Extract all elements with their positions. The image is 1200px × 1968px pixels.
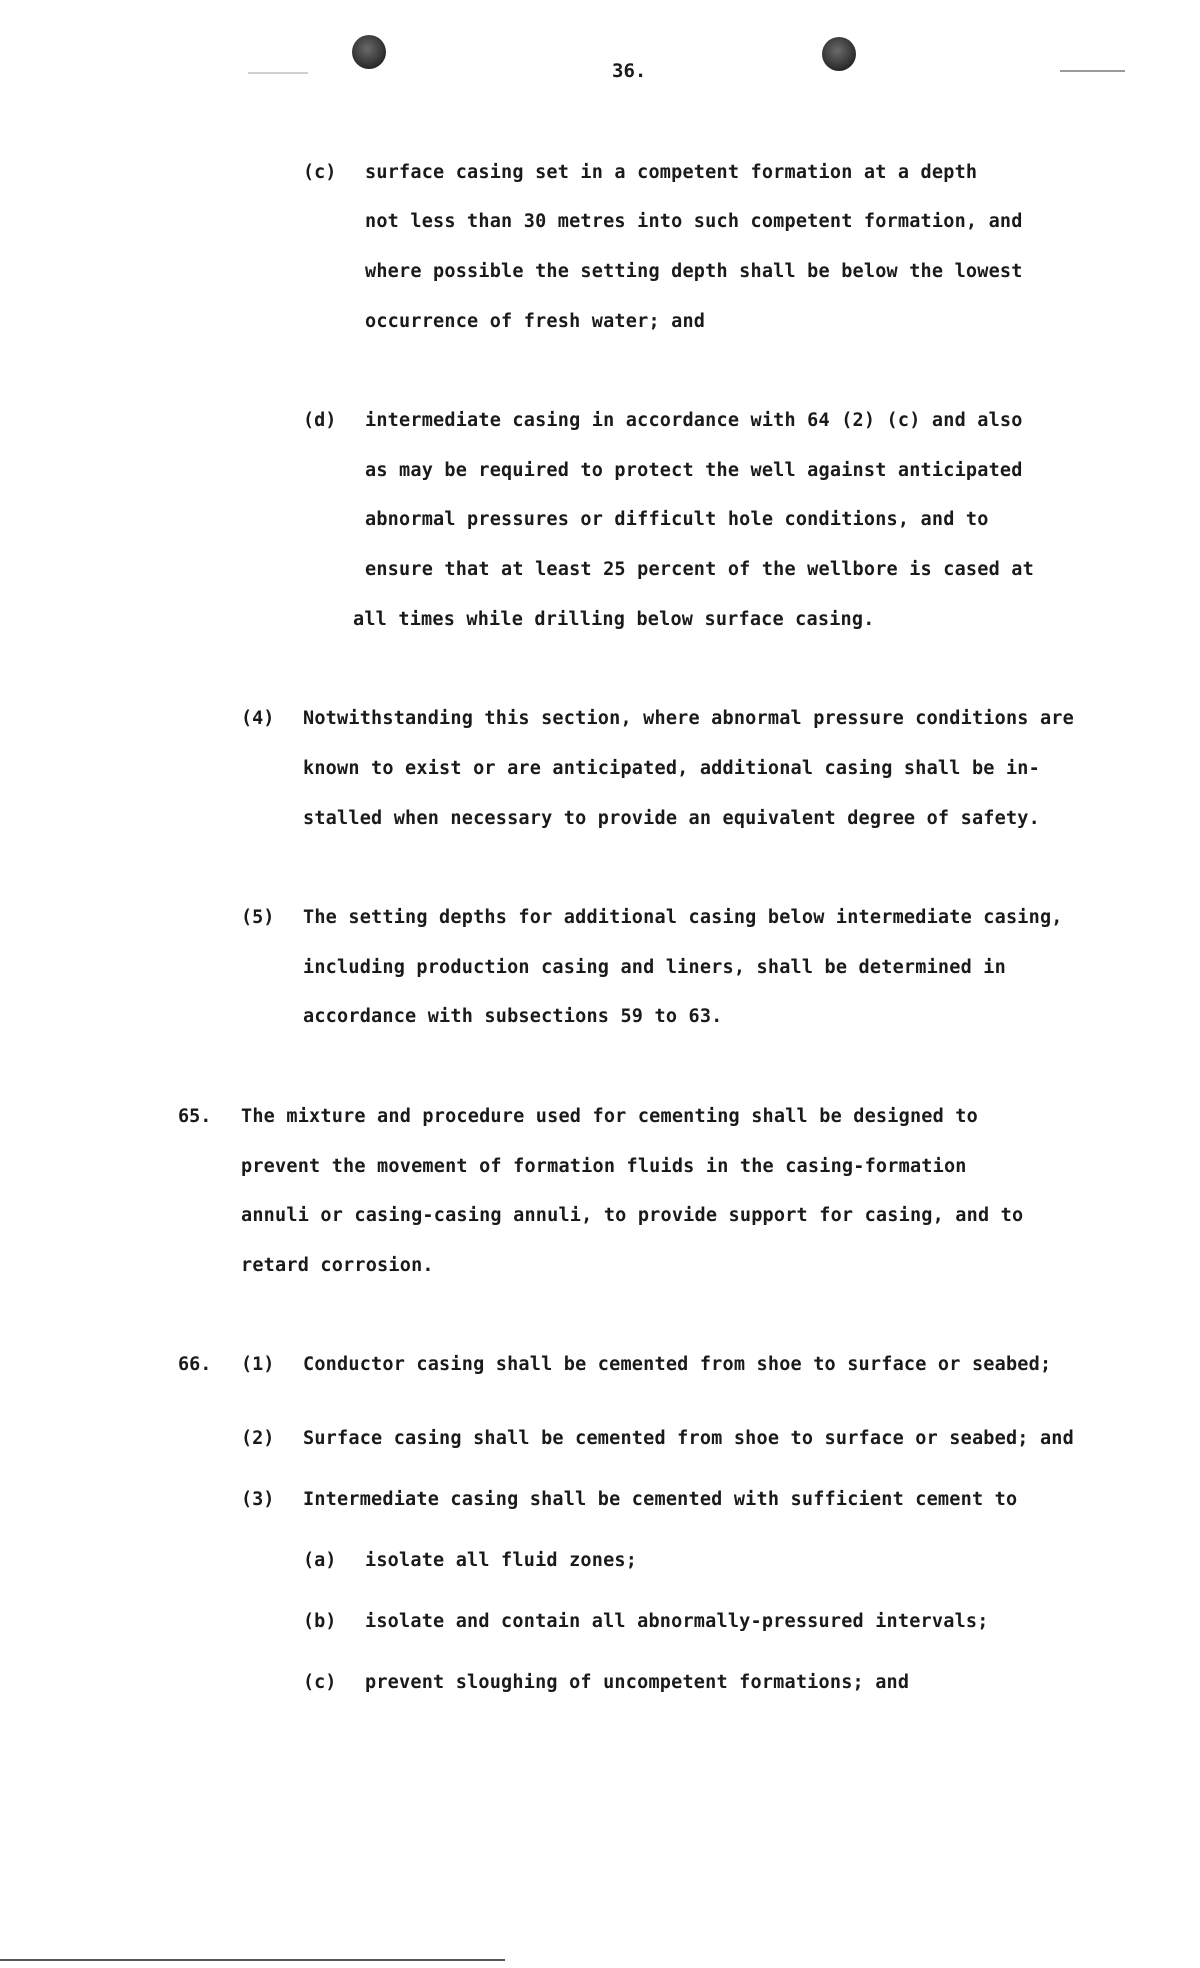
subsection-label: (2) — [241, 1428, 275, 1449]
subsection-label: (1) — [241, 1354, 275, 1375]
text-line: ensure that at least 25 percent of the wellbore is cased at — [365, 559, 1034, 580]
text-line: retard corrosion. — [241, 1255, 434, 1276]
item-label: (c) — [303, 1672, 337, 1693]
scan-edge-mark-right — [1060, 70, 1125, 72]
text-line: occurrence of fresh water; and — [365, 311, 706, 332]
text-line: accordance with subsections 59 to 63. — [303, 1006, 723, 1027]
bottom-rule — [0, 1959, 505, 1961]
section-number: 66. — [178, 1354, 212, 1375]
text-line: intermediate casing in accordance with 64 (2) (c) and also — [365, 410, 1023, 431]
text-line: The setting depths for additional casing below intermediate casing, — [303, 907, 1063, 928]
page-number: 36. — [612, 60, 647, 82]
text-line: The mixture and procedure used for cementing shall be designed to — [241, 1106, 978, 1127]
text-line: prevent sloughing of uncompetent formations; and — [365, 1672, 910, 1693]
text-line: surface casing set in a competent formation at a depth — [365, 162, 978, 183]
item-label: (d) — [303, 410, 337, 431]
subsection-label: (4) — [241, 708, 275, 729]
binder-hole-left — [352, 35, 386, 69]
text-line: where possible the setting depth shall be below the lowest — [365, 261, 1023, 282]
text-line: Notwithstanding this section, where abnormal pressure conditions are — [303, 708, 1074, 729]
text-line: abnormal pressures or difficult hole conditions, and to — [365, 509, 989, 530]
text-line: as may be required to protect the well against anticipated — [365, 460, 1023, 481]
item-label: (b) — [303, 1611, 337, 1632]
text-line: all times while drilling below surface casing. — [353, 609, 875, 630]
item-label: (a) — [303, 1550, 337, 1571]
text-line: not less than 30 metres into such competent formation, and — [365, 211, 1023, 232]
text-line: prevent the movement of formation fluids in the casing-formation — [241, 1156, 967, 1177]
text-line: Intermediate casing shall be cemented with sufficient cement to — [303, 1489, 1018, 1510]
section-number: 65. — [178, 1106, 212, 1127]
subsection-label: (3) — [241, 1489, 275, 1510]
item-label: (c) — [303, 162, 337, 183]
text-line: known to exist or are anticipated, additional casing shall be in- — [303, 758, 1040, 779]
text-line: including production casing and liners, shall be determined in — [303, 957, 1006, 978]
text-line: isolate all fluid zones; — [365, 1550, 638, 1571]
text-line: Surface casing shall be cemented from shoe to surface or seabed; and — [303, 1428, 1074, 1449]
text-line: annuli or casing-casing annuli, to provide support for casing, and to — [241, 1205, 1024, 1226]
binder-hole-right — [822, 37, 856, 71]
scan-edge-mark-left — [248, 72, 308, 74]
text-line: Conductor casing shall be cemented from shoe to surface or seabed; — [303, 1354, 1052, 1375]
text-line: stalled when necessary to provide an equivalent degree of safety. — [303, 808, 1040, 829]
subsection-label: (5) — [241, 907, 275, 928]
text-line: isolate and contain all abnormally-pressured intervals; — [365, 1611, 989, 1632]
